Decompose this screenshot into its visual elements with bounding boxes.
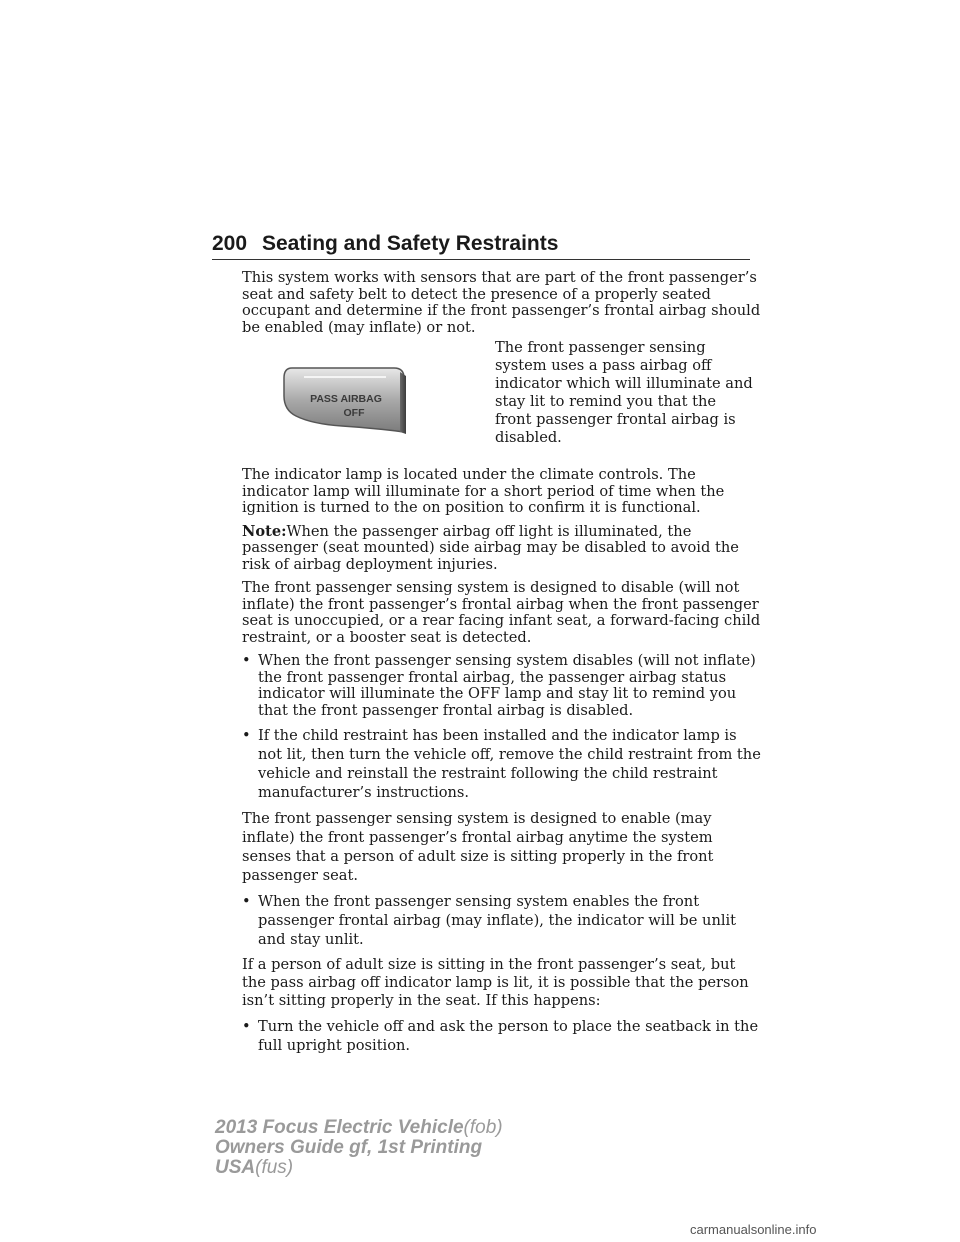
document-footer (215, 1118, 503, 1178)
main-body (242, 467, 762, 1062)
list-item (242, 892, 762, 949)
footer-market: USA (215, 1157, 256, 1178)
intro-paragraph: This system works with sensors that are part of the front passenger’s seat and safety belt to detect the presence of a properly seated occupant and determine if the front passenger’s frontal airbag should be enabled (may inflate) or not. (242, 269, 761, 336)
page-header (212, 232, 750, 262)
header-divider (212, 259, 750, 260)
page-number: 200 (212, 232, 248, 255)
section-title: Seating and Safety Restraints (262, 232, 559, 255)
bullet-text: When the front passenger sensing system enables the front passenger frontal airbag (may inflate), the indicator will be unlit and stay unlit. (258, 893, 737, 948)
list-item (242, 653, 762, 719)
intro-block (242, 270, 762, 343)
footer-market-code: (fus) (255, 1157, 294, 1178)
pass-airbag-off-indicator-image (282, 366, 406, 436)
bullet-icon: • (242, 727, 251, 744)
note-text: When the passenger airbag off light is illuminated, the passenger (seat mounted) side airbag may be disabled to avoid the risk of airbag deployment injuries. (242, 522, 739, 573)
side-paragraph: The front passenger sensing system uses a pass airbag off indicator which will illuminate and stay lit to remind you that the front passenger frontal airbag is disabled. (495, 339, 753, 446)
enable-paragraph: The front passenger sensing system is designed to enable (may inflate) the front passenger’s frontal airbag anytime the system senses that a person of adult size is sitting properly in the front passenger seat. (242, 810, 714, 884)
bullet-icon: • (242, 893, 251, 910)
indicator-text-line1: PASS AIRBAG (310, 393, 382, 405)
note-label: Note: (242, 522, 287, 540)
footer-model: 2013 Focus Electric Vehicle (215, 1117, 464, 1138)
bullet-text: Turn the vehicle off and ask the person to place the seatback in the full upright position. (258, 1018, 759, 1054)
list-item (242, 1017, 762, 1055)
watermark-text: carmanualsonline.info (690, 1222, 817, 1237)
footer-edition: Owners Guide gf, 1st Printing (215, 1137, 483, 1158)
indicator-text-line2: OFF (343, 407, 365, 419)
footer-model-code: (fob) (463, 1117, 503, 1138)
indicator-location-paragraph: The indicator lamp is located under the climate controls. The indicator lamp will illuminate for a short period of time when the ignition is turned to the on position to confirm it is functional. (242, 466, 725, 516)
disable-paragraph: The front passenger sensing system is designed to disable (will not inflate) the front passenger’s frontal airbag when the front passenger seat is unoccupied, or a rear facing infant seat, a forward-facing child restraint, or a booster seat is detected. (242, 579, 761, 646)
indicator-lamp-icon (282, 366, 406, 436)
bullet-text: If the child restraint has been installed and the indicator lamp is not lit, then turn the vehicle off, remove the child restraint from the vehicle and reinstall the restraint following the child restraint manufacturer’s instructions. (258, 727, 761, 801)
bullet-icon: • (242, 1018, 251, 1035)
note-paragraph (242, 524, 762, 574)
list-item (242, 726, 762, 802)
bullet-text: When the front passenger sensing system disables (will not inflate) the front passenger frontal airbag, the passenger airbag status indicator will illuminate the OFF lamp and stay lit to remind you that the front passenger frontal airbag is disabled. (258, 652, 756, 719)
bullet-icon: • (242, 652, 251, 669)
adult-paragraph: If a person of adult size is sitting in the front passenger’s seat, but the pass airbag off indicator lamp is lit, it is possible that the person isn’t sitting properly in the seat. If this happens: (242, 956, 749, 1009)
